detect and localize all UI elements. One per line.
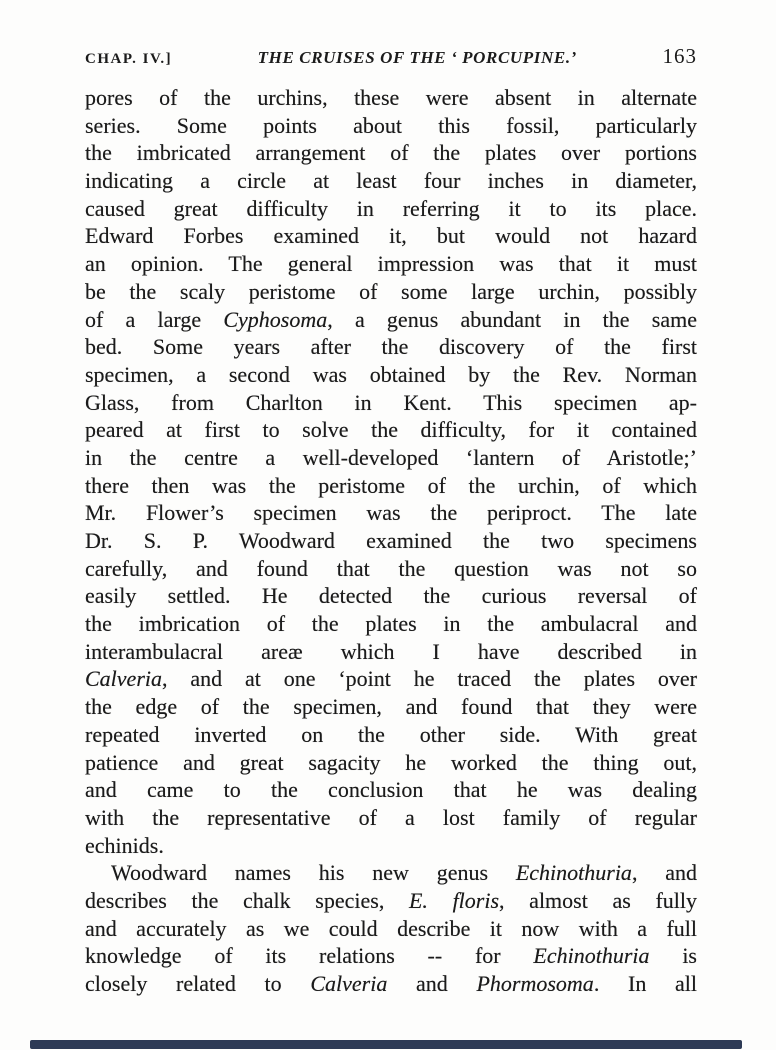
text-line: carefully, and found that the question was not so xyxy=(85,555,697,581)
text-line: with the representative of a lost family of regular xyxy=(85,804,697,830)
text-line: interambulacral areæ which I have described in xyxy=(85,638,697,664)
text-line: and came to the conclusion that he was dealing xyxy=(85,777,697,803)
text-line: specimen, a second was obtained by the Rev. Norman xyxy=(85,361,697,387)
text-line: Calveria, and at one ‘point he traced the plates over xyxy=(85,666,697,692)
text-line: easily settled. He detected the curious reversal of xyxy=(85,583,697,609)
text-line: closely related to Calveria and Phormosoma. In all xyxy=(85,971,697,996)
text-line: caused great difficulty in referring it to its place. xyxy=(85,195,697,221)
text-line: repeated inverted on the other side. With great xyxy=(85,721,697,747)
text-line: pores of the urchins, these were absent in alternate xyxy=(85,85,697,110)
text-line: peared at first to solve the difficulty, for it contained xyxy=(85,417,697,443)
text-line: and accurately as we could describe it now with a full xyxy=(85,915,697,941)
text-line: be the scaly peristome of some large urchin, possibly xyxy=(85,278,697,304)
text-line: Glass, from Charlton in Kent. This specimen ap- xyxy=(85,389,697,415)
text-line: patience and great sagacity he worked the thing out, xyxy=(85,749,697,775)
text-line: the edge of the specimen, and found that they were xyxy=(85,694,697,720)
text-line: bed. Some years after the discovery of the first xyxy=(85,334,697,360)
text-line: Dr. S. P. Woodward examined the two specimens xyxy=(85,528,697,553)
text-line: Mr. Flower’s specimen was the periproct. The late xyxy=(85,500,697,526)
body-text xyxy=(85,84,697,998)
text-line: describes the chalk species, E. floris, almost as fully xyxy=(85,887,697,913)
bottom-bar xyxy=(30,1040,742,1049)
running-title: THE CRUISES OF THE ‘ PORCUPINE.’ xyxy=(257,48,577,67)
text-line: there then was the peristome of the urchin, of which xyxy=(85,472,697,498)
page-number: 163 xyxy=(662,44,697,68)
text-line: Woodward names his new genus Echinothuria, and xyxy=(111,860,697,886)
page-header xyxy=(85,44,697,69)
chapter-label: CHAP. IV.] xyxy=(85,51,173,67)
text-line: the imbricated arrangement of the plates over portions xyxy=(85,140,697,166)
text-line: echinids. xyxy=(85,832,164,858)
text-line: series. Some points about this fossil, particularly xyxy=(85,112,697,138)
text-line: the imbrication of the plates in the ambulacral and xyxy=(85,611,697,637)
text-line: Edward Forbes examined it, but would not hazard xyxy=(85,223,697,249)
text-line: in the centre a well-developed ‘lantern of Aristotle;’ xyxy=(85,444,697,470)
text-line: of a large Cyphosoma, a genus abundant in the same xyxy=(85,306,697,332)
text-line: indicating a circle at least four inches in diameter, xyxy=(85,168,697,194)
text-line: an opinion. The general impression was that it must xyxy=(85,251,697,277)
text-line: knowledge of its relations -- for Echinothuria is xyxy=(85,943,697,969)
